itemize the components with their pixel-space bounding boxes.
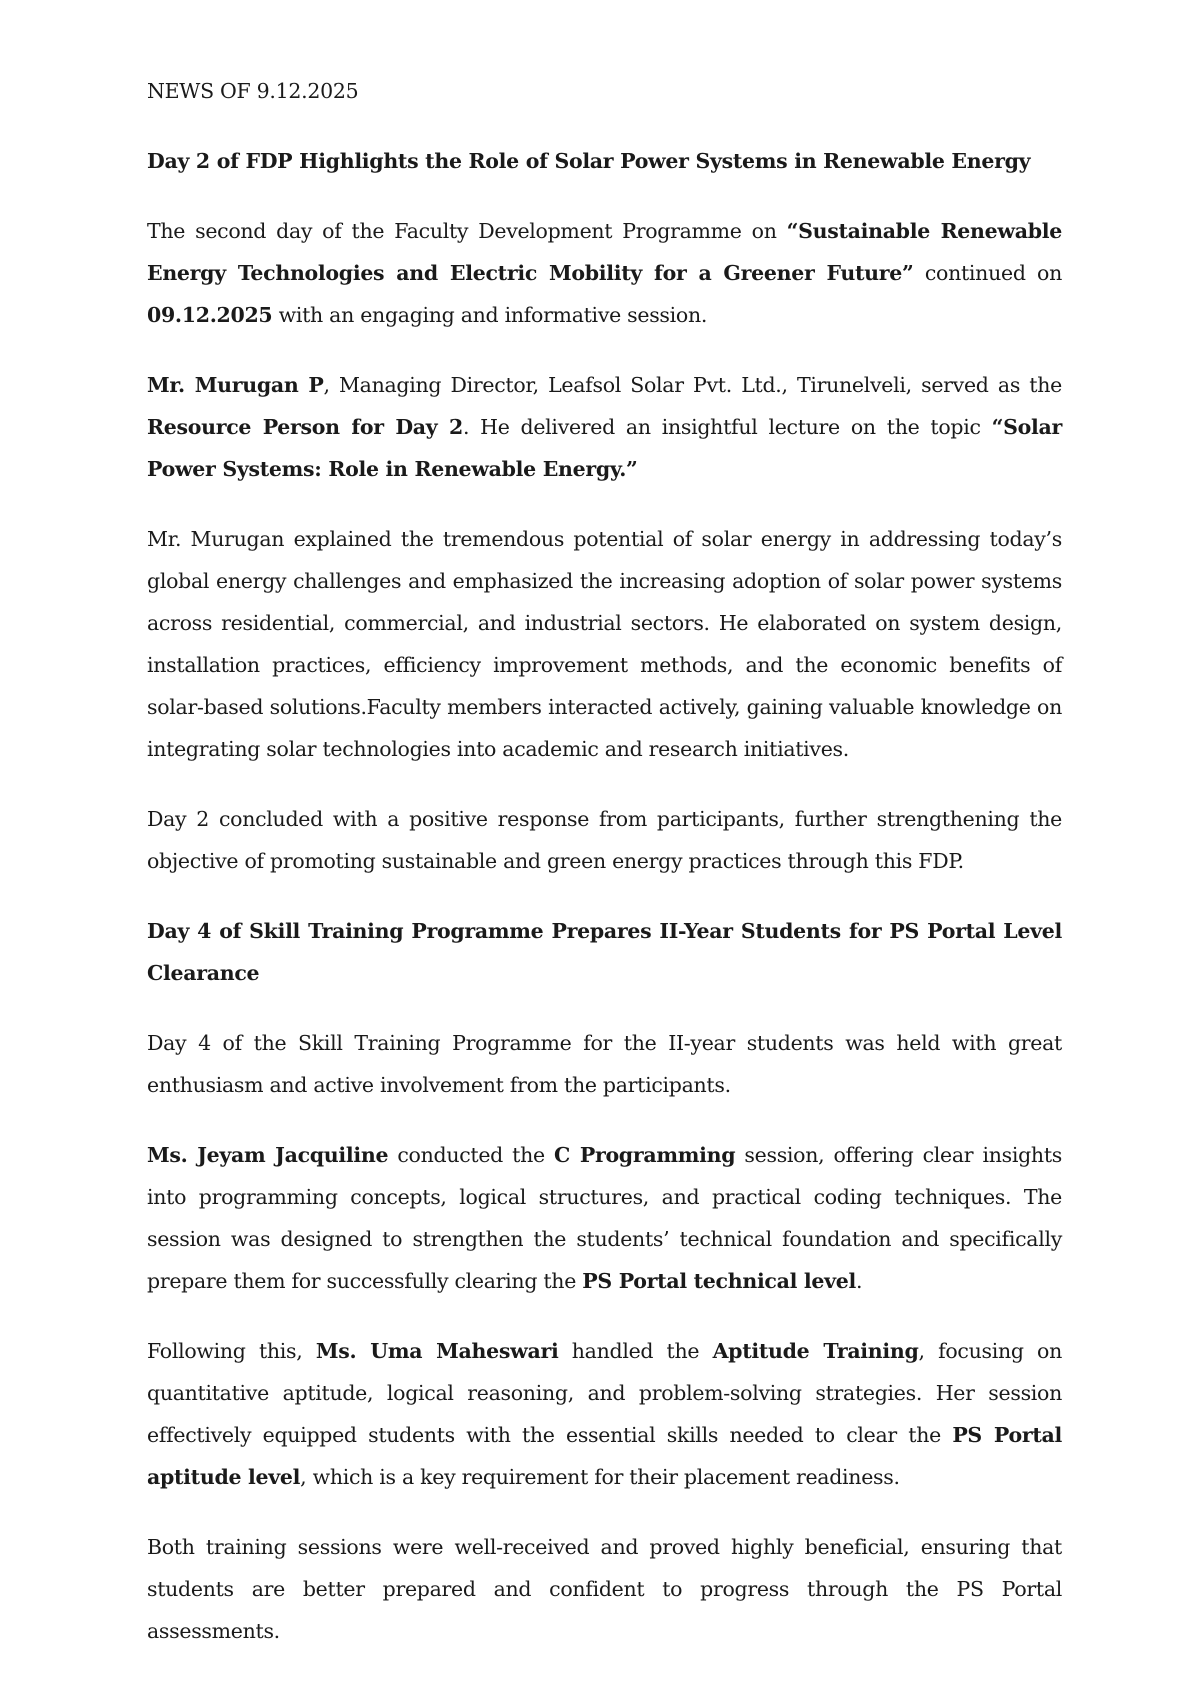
trainer-name: Ms. Uma Maheswari xyxy=(315,1339,559,1363)
text-run: Following this, xyxy=(147,1339,316,1363)
article-1-paragraph-4: Day 2 concluded with a positive response from participants, further strengthening the objective of promoting sustainable and green energy practices through this FDP. xyxy=(147,807,1062,873)
session-subject: C Programming xyxy=(554,1143,736,1167)
text-run: handled the xyxy=(558,1339,713,1363)
news-date: NEWS OF 9.12.2025 xyxy=(147,79,359,103)
resource-person-role: Resource Person for Day 2 xyxy=(147,415,463,439)
article-1-paragraph-3: Mr. Murugan explained the tremendous potential of solar energy in addressing today’s global energy challenges and emphasized the increasing adoption of solar power systems across residential, commercial, and industrial sectors. He elaborated on system design, installation practices, efficiency improvement methods, and the economic benefits of solar-based solutions.Faculty members interacted actively, gaining valuable knowledge on integrating solar technologies into academic and research initiatives. xyxy=(147,527,1062,761)
text-run: The second day of the Faculty Development Programme on xyxy=(147,219,787,243)
document-page xyxy=(147,70,1062,1680)
text-run: . He delivered an insightful lecture on the topic xyxy=(462,415,992,439)
article-2-title: Day 4 of Skill Training Programme Prepares II-Year Students for PS Portal Level Clearance xyxy=(147,919,1062,985)
trainer-name: Ms. Jeyam Jacquiline xyxy=(147,1143,389,1167)
text-run: with an engaging and informative session. xyxy=(272,303,708,327)
article-1-title: Day 2 of FDP Highlights the Role of Solar Power Systems in Renewable Energy xyxy=(147,149,1031,173)
portal-level: PS Portal technical level xyxy=(582,1269,856,1293)
session-date: 09.12.2025 xyxy=(147,303,273,327)
text-run: continued on xyxy=(913,261,1062,285)
article-2-paragraph-3 xyxy=(147,1330,1062,1498)
article-2-paragraph-4: Both training sessions were well-received and proved highly beneficial, ensuring that students are better prepared and confident to progress through the PS Portal assessments. xyxy=(147,1535,1062,1643)
portal-level: PS Portal aptitude level xyxy=(147,1423,1062,1489)
text-run: , which is a key requirement for their placement readiness. xyxy=(300,1465,900,1489)
article-2-paragraph-1: Day 4 of the Skill Training Programme for the II-year students was held with great enthusiasm and active involvement from the participants. xyxy=(147,1031,1062,1097)
text-run: , Managing Director, Leafsol Solar Pvt. Ltd., Tirunelveli, served as the xyxy=(323,373,1062,397)
article-1-paragraph-2 xyxy=(147,364,1062,490)
programme-name: “Sustainable Renewable Energy Technologies and Electric Mobility for a Greener Future” xyxy=(147,219,1062,285)
resource-person-name: Mr. Murugan P xyxy=(147,373,324,397)
text-run: session, offering clear insights into programming concepts, logical structures, and practical coding techniques. The session was designed to strengthen the students’ technical foundation and specifically prepare them for successfully clearing the xyxy=(147,1143,1062,1293)
text-run: conducted the xyxy=(388,1143,555,1167)
session-subject: Aptitude Training xyxy=(712,1339,919,1363)
article-1-paragraph-1 xyxy=(147,210,1062,336)
text-run: . xyxy=(856,1269,863,1293)
text-run: , focusing on quantitative aptitude, logical reasoning, and problem-solving strategies. Her session effectively equipped students with the essential skills needed to clear the xyxy=(147,1339,1062,1447)
lecture-topic: “Solar Power Systems: Role in Renewable Energy.” xyxy=(147,415,1062,481)
article-2-paragraph-2 xyxy=(147,1134,1062,1302)
